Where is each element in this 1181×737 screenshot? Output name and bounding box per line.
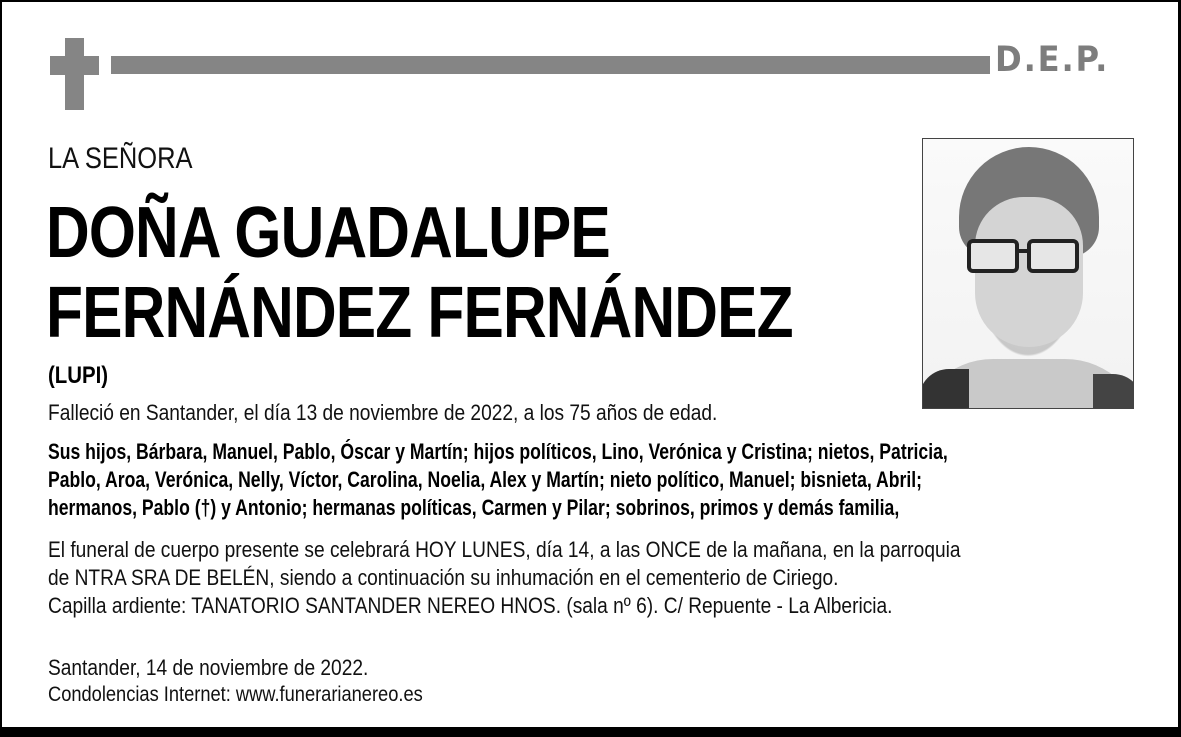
photo-clothing-right [1093,374,1134,409]
photo-clothing-left [922,369,969,409]
family-line-2: Pablo, Aroa, Verónica, Nelly, Víctor, Carolina, Noelia, Alex y Martín; nieto político, Manuel; bisnieta, Abril; [48,467,922,492]
death-line: Falleció en Santander, el día 13 de noviembre de 2022, a los 75 años de edad. [48,400,718,425]
funeral-line-2: de NTRA SRA DE BELÉN, siendo a continuación su inhumación en el cementerio de Ciriego. [48,565,839,590]
glasses-icon-right-lens [1027,239,1079,273]
condolences-link[interactable]: Condolencias Internet: www.funerarianereo.es [48,683,423,706]
title-prefix: LA SEÑORA [48,142,193,175]
family-line-1: Sus hijos, Bárbara, Manuel, Pablo, Óscar y Martín; hijos políticos, Lino, Verónica y Cristina; nietos, Patricia, [48,439,948,464]
deceased-name-line-1: DOÑA GUADALUPE [46,193,610,273]
funeral-line-3: Capilla ardiente: TANATORIO SANTANDER NEREO HNOS. (sala nº 6). C/ Repuente - La Albericia. [48,593,893,618]
glasses-icon-left-lens [967,239,1019,273]
place-date: Santander, 14 de noviembre de 2022. [48,655,369,680]
dep-label: D.E.P. [995,40,1110,80]
family-line-3: hermanos, Pablo (†) y Antonio; hermanas políticas, Carmen y Pilar; sobrinos, primos y demás familia, [48,495,900,520]
funeral-line-1: El funeral de cuerpo presente se celebrará HOY LUNES, día 14, a las ONCE de la mañana, en la parroquia [48,537,961,562]
deceased-photo [922,138,1134,409]
latin-cross-icon-arm [50,56,99,75]
glasses-bridge [1019,249,1029,253]
deceased-name-line-2: FERNÁNDEZ FERNÁNDEZ [46,273,793,353]
header-rule [111,56,990,74]
nickname: (LUPI) [48,362,109,389]
